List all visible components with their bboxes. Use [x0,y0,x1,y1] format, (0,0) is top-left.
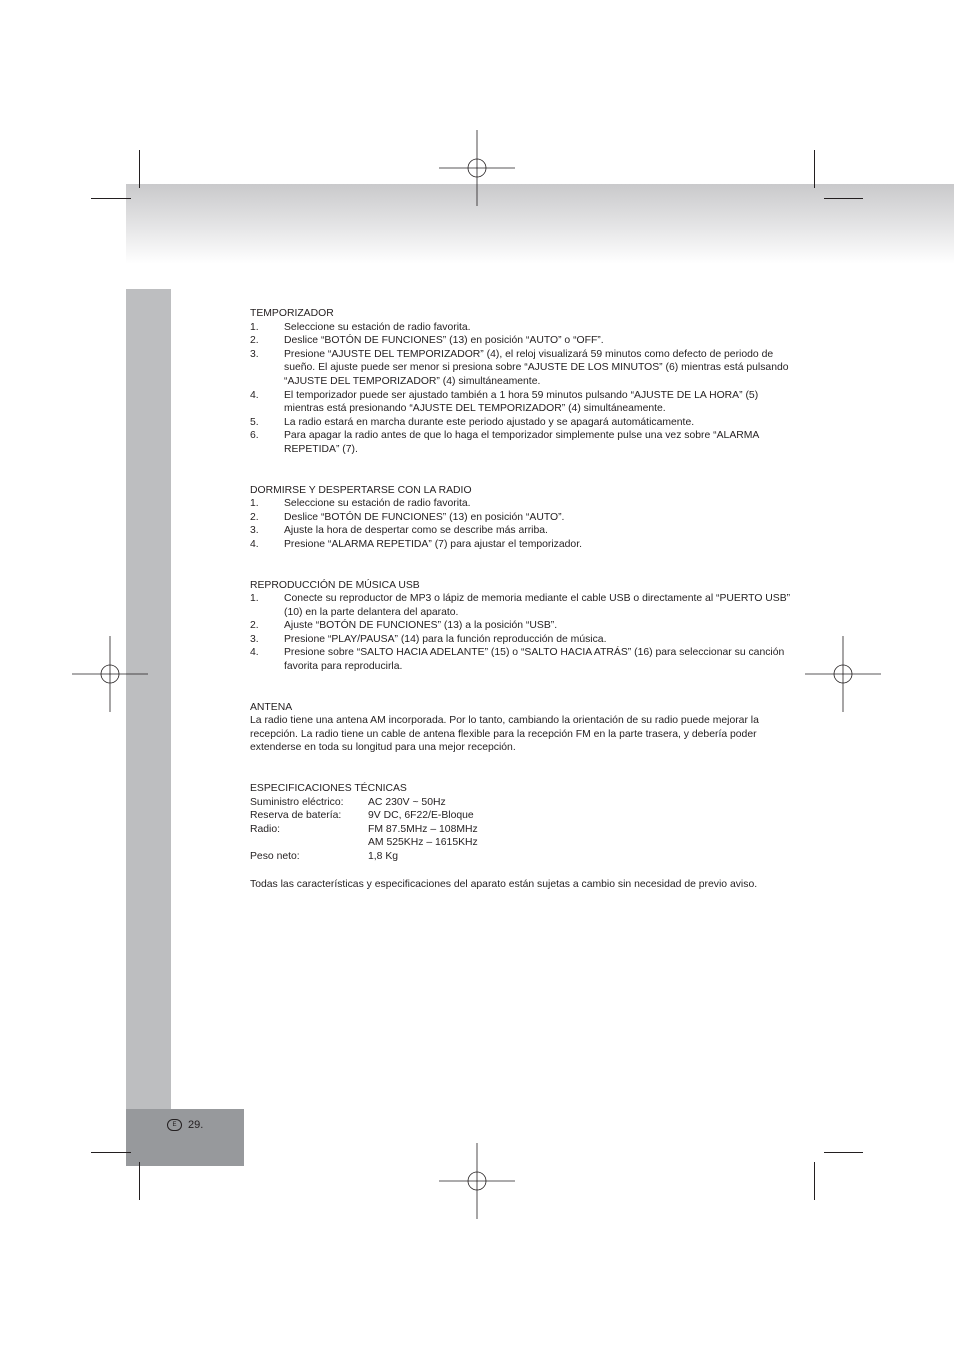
spec-row [250,796,795,810]
list-item [250,524,795,538]
list-text: Seleccione su estación de radio favorita. [284,498,471,510]
section-antena [250,701,795,755]
list-text: Conecte su reproductor de MP3 o lápiz de memoria mediante el cable USB o directamente al “PUERTO USB” (10) en la parte delantera del aparato. [284,593,791,618]
crop-mark [91,198,131,199]
list-number: 2. [250,620,259,632]
crop-mark [814,150,815,188]
paragraph: La radio tiene una antena AM incorporada. Por lo tanto, cambiando la orientación de su radio puede mejorar la recepción. La radio tiene un cable de antena flexible para la recepción FM en la parte trasera, y debería poder extenderse en toda su longitud para una mejor recepción. [250,715,759,754]
registration-mark-icon [72,636,148,712]
list-number: 2. [250,511,259,523]
crop-mark [824,198,863,199]
spec-row [250,823,795,837]
registration-mark-icon [439,130,515,206]
list-number: 4. [250,389,259,401]
list-number: 3. [250,633,259,645]
spec-label: Radio: [250,823,281,835]
spec-label [250,836,368,850]
list-number: 3. [250,525,259,537]
spec-label: Peso neto: [250,851,300,862]
registration-mark-icon [805,636,881,712]
list-text: Presione sobre “SALTO HACIA ADELANTE” (15) o “SALTO HACIA ATRÁS” (16) para seleccionar su canción favorita para reproducirla. [284,647,785,673]
disclaimer-note: Todas las características y especificaciones del aparato están sujetas a cambio sin necesidad de previo aviso. [250,878,758,890]
list-text: Presione “ALARMA REPETIDA” (7) para ajustar el temporizador. [284,538,582,550]
list-item [250,511,795,525]
list-text: Presione “AJUSTE DEL TEMPORIZADOR” (4), el reloj visualizará 59 minutos como defecto de periodo de sueño. El ajuste puede ser menor si presiona sobre “AJUSTE DE LOS MINUTOS” (6) mientras está pulsando “AJUSTE DEL TEMPORIZADOR” (4) simultáneamente. [284,348,789,387]
section-title: ESPECIFICACIONES TÉCNICAS [250,783,407,795]
list-number: 6. [250,430,259,442]
list-number: 4. [250,647,259,659]
section-especificaciones [250,782,795,891]
list-item [250,334,795,348]
section-usb [250,579,795,674]
spec-label: Suministro eléctrico: [250,796,344,808]
list-text: Deslice “BOTÓN DE FUNCIONES” (13) en posición “AUTO”. [284,511,565,523]
list-text: Ajuste “BOTÓN DE FUNCIONES” (13) a la posición “USB”. [284,620,558,632]
language-badge-icon: E [167,1119,182,1131]
list-item [250,389,795,416]
section-title: ANTENA [250,701,293,713]
list-item [250,348,795,389]
section-title: TEMPORIZADOR [250,308,334,319]
page-number [167,1119,203,1131]
list-number: 1. [250,593,259,605]
list-number: 5. [250,416,259,428]
list-item [250,592,795,619]
footer-box [126,1109,244,1166]
spec-row [250,809,795,823]
section-temporizador [250,307,795,457]
list-item [250,429,795,456]
crop-mark [139,150,140,188]
spec-value: AM 525KHz – 1615KHz [368,837,478,849]
spec-value: FM 87.5MHz – 108MHz [368,823,478,835]
list-number: 2. [250,335,259,347]
list-number: 3. [250,348,259,360]
section-title: DORMIRSE Y DESPERTARSE CON LA RADIO [250,484,472,496]
list-number: 1. [250,321,259,333]
list-number: 4. [250,538,259,550]
crop-mark [139,1162,140,1200]
spec-row [250,850,795,864]
list-item [250,416,795,430]
registration-mark-icon [439,1143,515,1219]
list-text: Para apagar la radio antes de que lo haga el temporizador simplemente pulse una vez sobre “ALARMA REPETIDA” (7). [284,430,759,455]
list-text: La radio estará en marcha durante este periodo ajustado y se apagará automáticamente. [284,416,695,428]
spec-value: AC 230V ~ 50Hz [368,796,446,808]
spec-value: 9V DC, 6F22/E-Bloque [368,810,474,822]
list-text: Deslice “BOTÓN DE FUNCIONES” (13) en posición “AUTO” o “OFF”. [284,335,604,347]
list-item [250,497,795,511]
list-item [250,619,795,633]
list-item [250,321,795,335]
section-dormirse [250,484,795,552]
page-number-text: 29. [188,1119,204,1131]
section-title: REPRODUCCIÓN DE MÚSICA USB [250,579,420,591]
list-text: El temporizador puede ser ajustado también a 1 hora 59 minutos pulsando “AJUSTE DE LA HORA” (5) mientras está presionando “AJUSTE DEL TEMPORIZADOR” (4) simultáneamente. [284,389,759,415]
list-item [250,646,795,673]
list-item [250,538,795,552]
spec-label: Reserva de batería: [250,810,342,822]
spec-row [250,836,795,850]
list-text: Ajuste la hora de despertar como se describe más arriba. [284,525,548,537]
document-content [250,307,795,891]
header-band [126,184,954,264]
list-number: 1. [250,498,259,510]
list-text: Seleccione su estación de radio favorita. [284,321,471,333]
crop-mark [91,1152,131,1153]
spec-value: 1,8 Kg [368,851,399,862]
list-text: Presione “PLAY/PAUSA” (14) para la función reproducción de música. [284,633,607,645]
crop-mark [824,1152,863,1153]
crop-mark [814,1162,815,1200]
list-item [250,633,795,647]
